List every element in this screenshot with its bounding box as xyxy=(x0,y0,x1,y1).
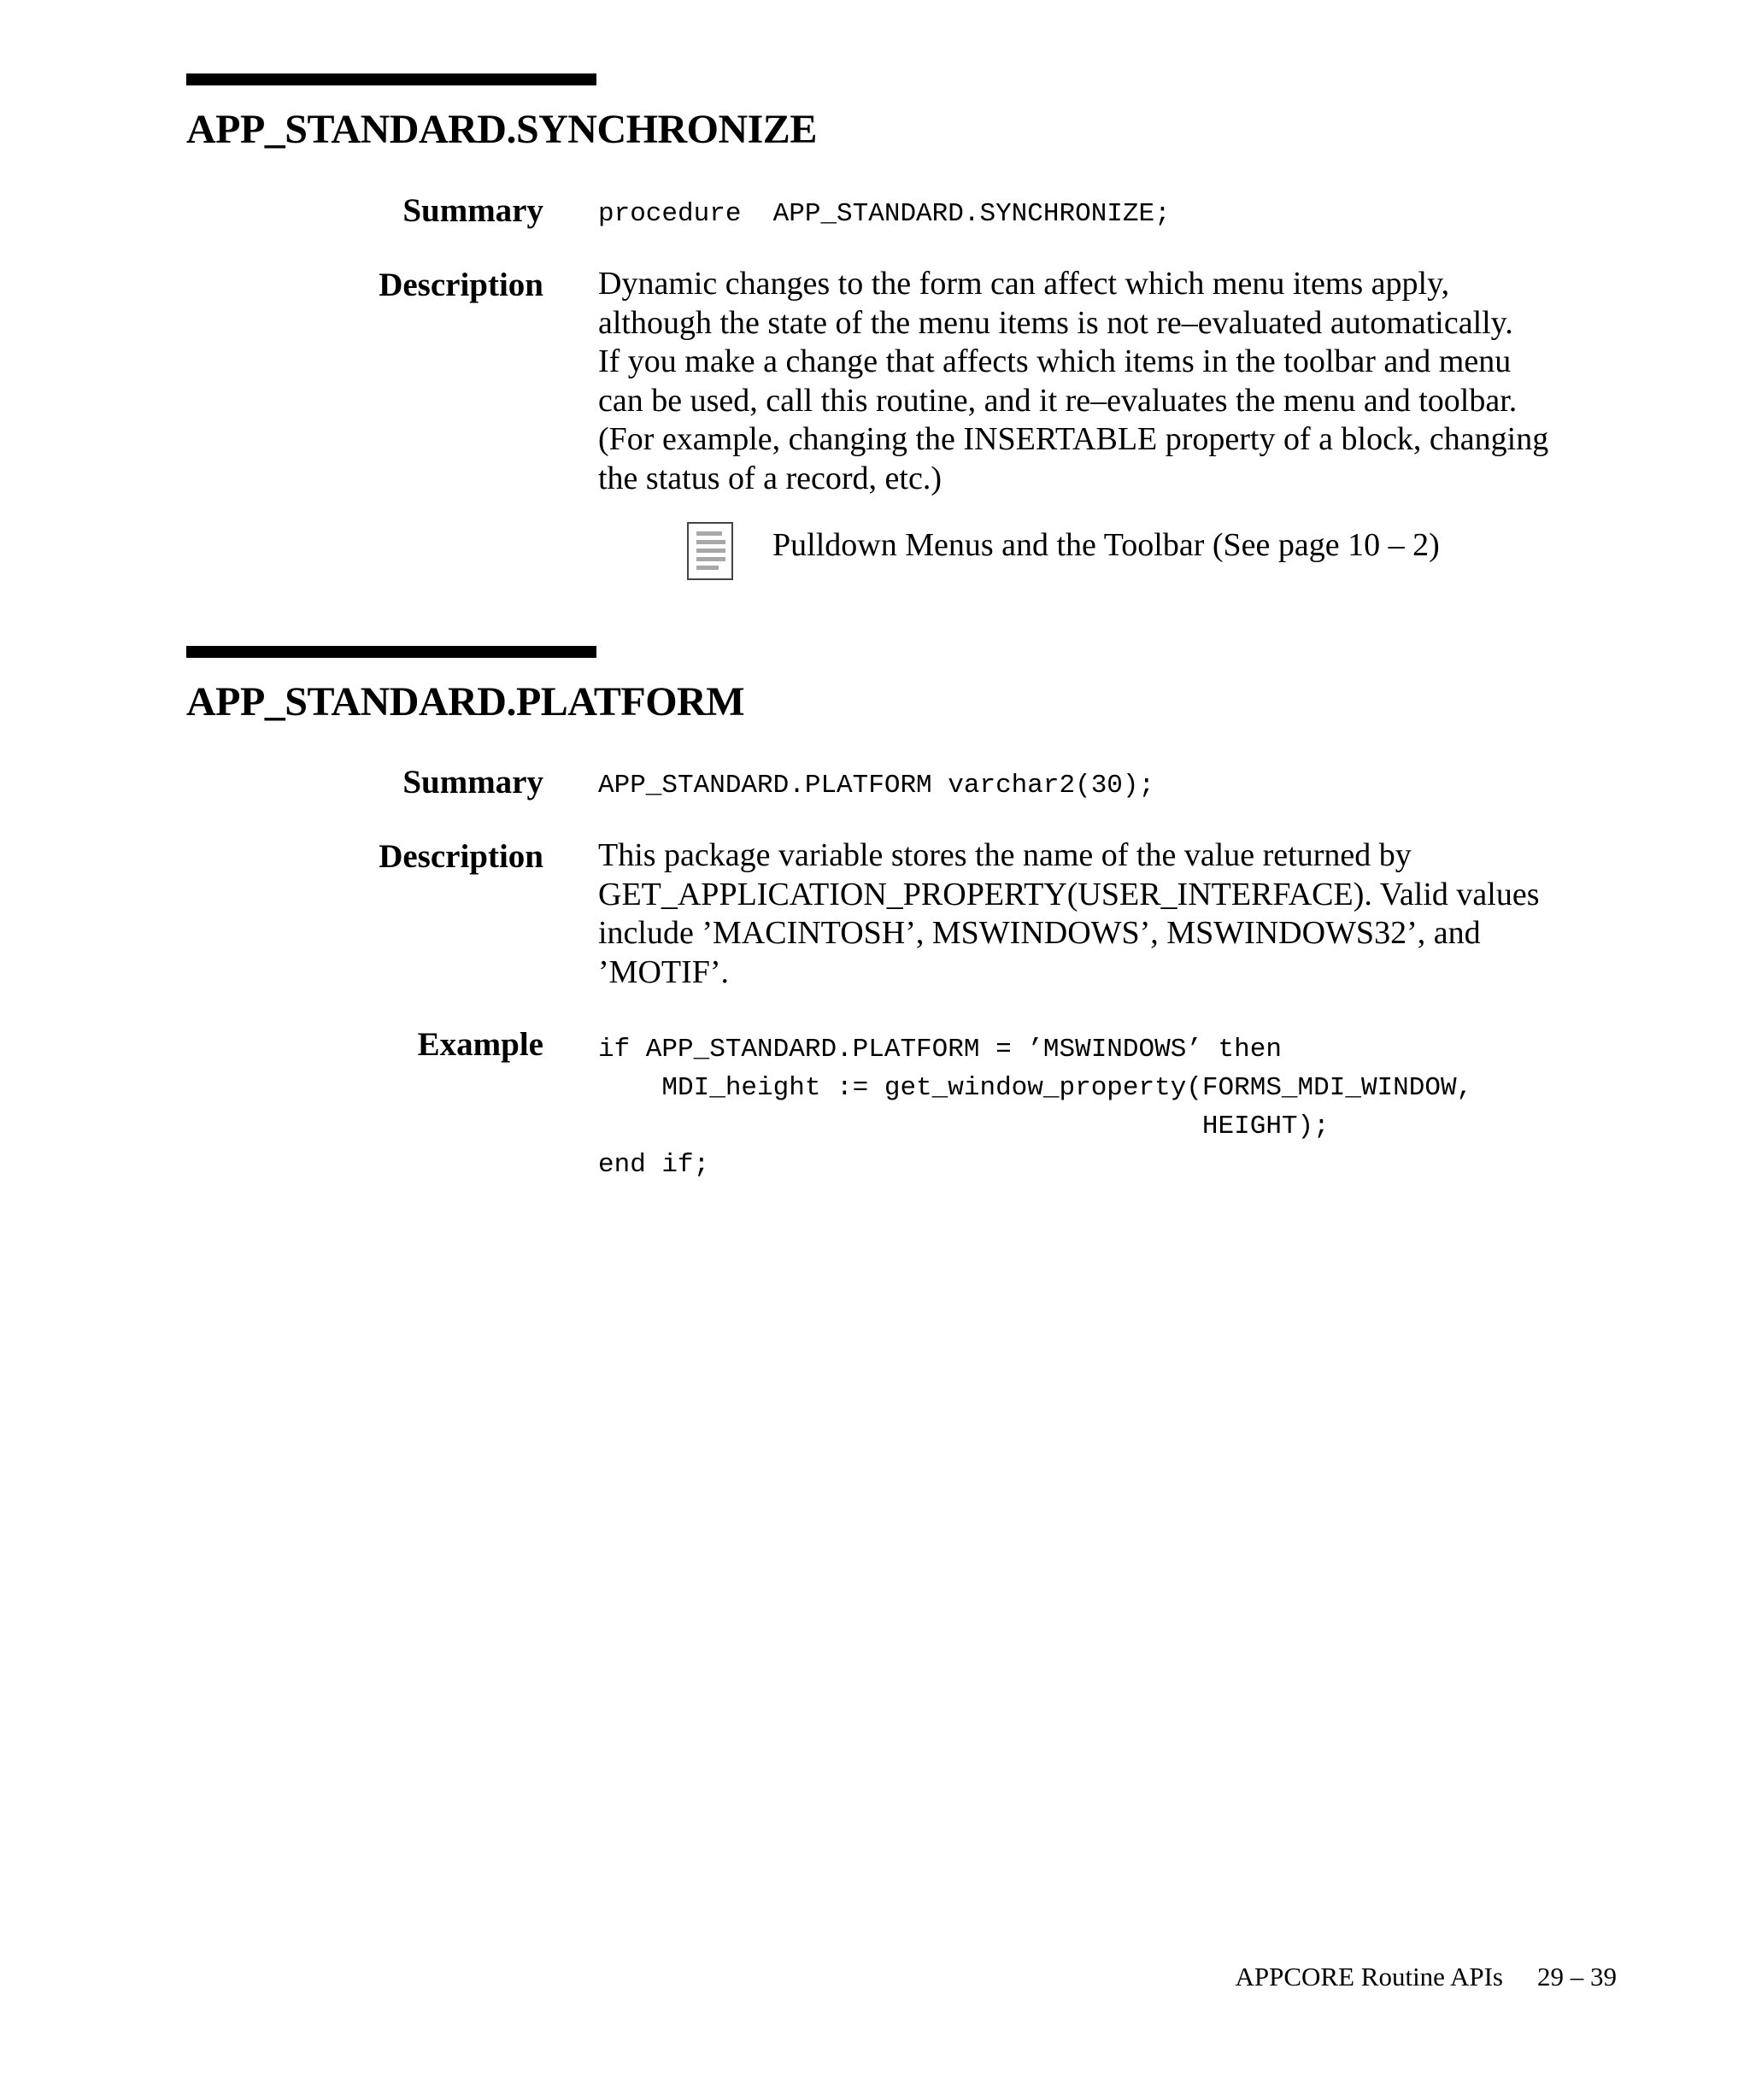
section-title: APP_STANDARD.PLATFORM xyxy=(186,679,745,724)
description-line: This package variable stores the name of the value returned by xyxy=(598,837,1412,873)
description-line: include ’MACINTOSH’, MSWINDOWS’, MSWINDOWS32’, and xyxy=(598,915,1481,951)
section-rule xyxy=(186,646,596,658)
page-footer xyxy=(1235,1962,1617,1992)
footer-chapter: APPCORE Routine APIs xyxy=(1235,1962,1503,1991)
example-label: Example xyxy=(417,1026,543,1063)
description-text xyxy=(598,836,1649,992)
description-line: If you make a change that affects which items in the toolbar and menu xyxy=(598,343,1512,379)
example-code: if APP_STANDARD.PLATFORM = ’MSWINDOWS’ then MDI_height := get_window_property(FORMS_MDI_WINDOW, HEIGHT); end if; xyxy=(598,1035,1473,1180)
description-text xyxy=(598,265,1649,498)
description-line: although the state of the menu items is not re–evaluated automatically. xyxy=(598,304,1513,341)
cross-reference-link[interactable]: Pulldown Menus and the Toolbar (See page 10 – 2) xyxy=(772,527,1440,563)
description-line: the status of a record, etc.) xyxy=(598,460,942,496)
cross-reference[interactable] xyxy=(687,519,1440,583)
summary-code: APP_STANDARD.PLATFORM varchar2(30); xyxy=(598,771,1155,801)
description-line: ’MOTIF’. xyxy=(598,953,730,990)
description-line: Dynamic changes to the form can affect which menu items apply, xyxy=(598,266,1450,302)
summary-label: Summary xyxy=(402,192,543,229)
footer-page-number: 29 – 39 xyxy=(1537,1962,1617,1991)
section-rule xyxy=(186,73,596,85)
summary-code: procedure APP_STANDARD.SYNCHRONIZE; xyxy=(598,199,1171,229)
summary-label: Summary xyxy=(402,764,543,801)
description-line: can be used, call this routine, and it re–evaluates the menu and toolbar. xyxy=(598,382,1518,419)
description-label: Description xyxy=(379,267,543,303)
description-line: (For example, changing the INSERTABLE property of a block, changing xyxy=(598,421,1549,457)
description-line: GET_APPLICATION_PROPERTY(USER_INTERFACE). Valid values xyxy=(598,876,1540,912)
description-label: Description xyxy=(379,838,543,875)
document-icon xyxy=(687,522,733,580)
section-title: APP_STANDARD.SYNCHRONIZE xyxy=(186,107,817,152)
